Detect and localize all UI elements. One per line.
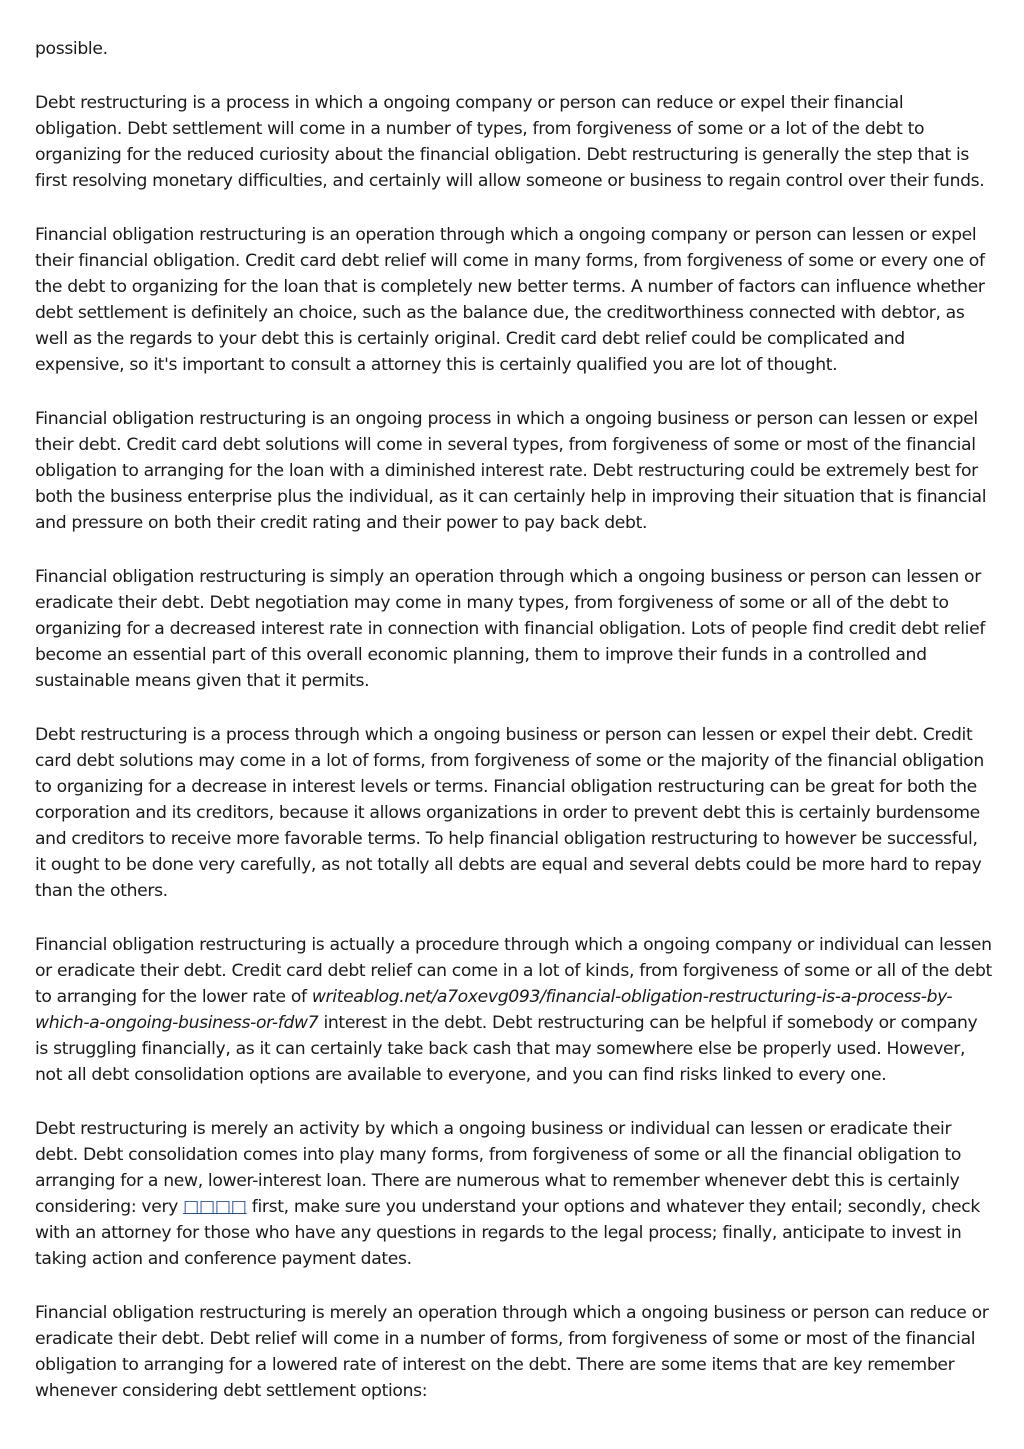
paragraph-4: Financial obligation restructuring is simply an operation through which a ongoing business or person can lessen or eradicate their debt. Debt negotiation may come in many types, from forgiveness of some or all of the debt to organizing for a decreased interest rate in connection with financial obligation. Lots of people find credit debt relief become an essential part of this overall economic planning, them to improve their funds in a controlled and sustainable means given that it permits. bbox=[35, 567, 986, 691]
document-body bbox=[35, 36, 993, 1432]
paragraph-7-text-b: first, make sure you understand your options and whatever they entail; secondly, check with an attorney for those who have any questions in regards to the legal process; finally, anticipate to invest in taking action and conference payment dates. bbox=[35, 1197, 980, 1269]
paragraph-7-text-a: Debt restructuring is merely an activity by which a ongoing business or individual can lessen or eradicate their debt. Debt consolidation comes into play many forms, from forgiveness of some or all the financial obligation to arranging for a new, lower-interest loan. There are numerous what to remember whenever debt this is certainly considering: very bbox=[35, 1119, 961, 1217]
paragraph-8: Financial obligation restructuring is merely an operation through which a ongoing business or person can reduce or eradicate their debt. Debt relief will come in a number of forms, from forgiveness of some or most of the financial obligation to arranging for a lowered rate of interest on the debt. There are some items that are key remember whenever considering debt settlement options: bbox=[35, 1303, 989, 1401]
paragraph-1: Debt restructuring is a process in which a ongoing company or person can reduce or expel their financial obligation. Debt settlement will come in a number of types, from forgiveness of some or a lot of the debt to organizing for the reduced curiosity about the financial obligation. Debt restructuring is generally the step that is first resolving monetary difficulties, and certainly will allow someone or business to regain control over their funds. bbox=[35, 93, 985, 191]
paragraph-6-text-a: Financial obligation restructuring is actually a procedure through which a ongoing company or individual can lessen or eradicate their debt. Credit card debt relief can come in a lot of kinds, from forgiveness of some or all of the debt to arranging for the lower rate of bbox=[35, 935, 992, 1007]
paragraph-6-text-b: interest in the debt. Debt restructuring can be helpful if somebody or company is struggling financially, as it can certainly take back cash that may somewhere else be properly used. However, not all debt consolidation options are available to everyone, and you can find risks linked to every one. bbox=[35, 1013, 978, 1085]
inline-link[interactable]: □□□□ bbox=[183, 1197, 247, 1217]
paragraph-2: Financial obligation restructuring is an operation through which a ongoing company or person can lessen or expel their financial obligation. Credit card debt relief will come in many forms, from forgiveness of some or every one of the debt to organizing for the loan that is completely new better terms. A number of factors can influence whether debt settlement is definitely an choice, such as the balance due, the creditworthiness connected with debtor, as well as the regards to your debt this is certainly original. Credit card debt relief could be complicated and expensive, so it's important to consult a attorney this is certainly qualified you are lot of thought. bbox=[35, 225, 985, 375]
paragraph-3: Financial obligation restructuring is an ongoing process in which a ongoing business or person can lessen or expel their debt. Credit card debt solutions will come in several types, from forgiveness of some or most of the financial obligation to arranging for the loan with a diminished interest rate. Debt restructuring could be extremely best for both the business enterprise plus the individual, as it can certainly help in improving their situation that is financial and pressure on both their credit rating and their power to pay back debt. bbox=[35, 409, 987, 533]
paragraph-5: Debt restructuring is a process through which a ongoing business or person can lessen or expel their debt. Credit card debt solutions may come in a lot of forms, from forgiveness of some or the majority of the financial obligation to organizing for a decrease in interest levels or terms. Financial obligation restructuring can be great for both the corporation and its creditors, because it allows organizations in order to prevent debt this is certainly burdensome and creditors to receive more favorable terms. To help financial obligation restructuring to however be successful, it ought to be done very carefully, as not totally all debts are equal and several debts could be more hard to repay than the others. bbox=[35, 725, 984, 901]
paragraph-7 bbox=[35, 1116, 993, 1272]
italic-url-text: writeablog.net/a7oxevg093/financial-obligation-restructuring-is-a-process-by-which-a-ongoing-business-or-fdw7 bbox=[35, 987, 953, 1033]
paragraph-continuation: possible. bbox=[35, 39, 108, 59]
paragraph-6 bbox=[35, 932, 993, 1088]
